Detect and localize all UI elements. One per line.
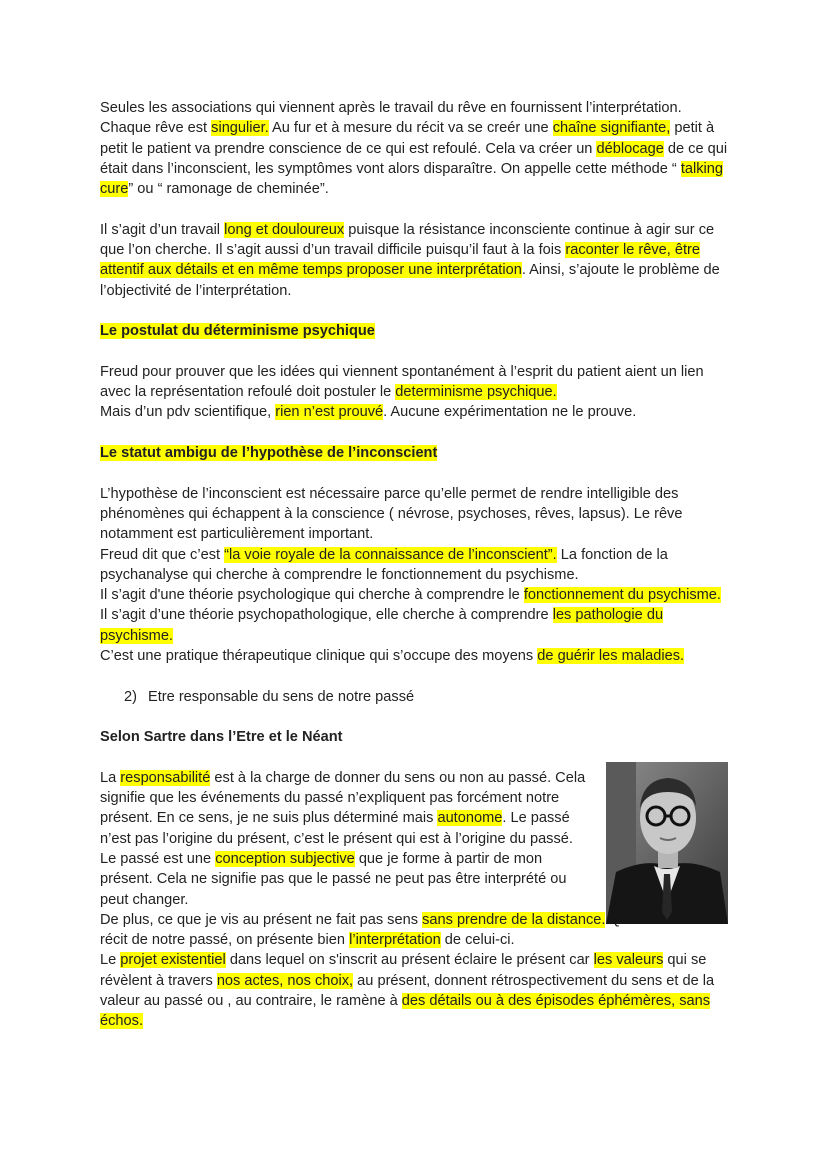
text-run: de ce qui était dans l’inconscient, les symptômes vont alors disparaître. On appelle cette méthode “ (100, 140, 728, 177)
text-run: est à la charge de donner du sens ou non au passé. Cela signifie que les événements du passé n’expliquent pas forcément notre présent. En ce sens, je ne suis plus déterminé mais (100, 769, 586, 827)
highlighted-text: chaîne signifiante, (552, 120, 671, 137)
text-run: au présent, donnent rétrospectivement du sens et de la valeur au passé ou , au contraire, le ramène à (100, 972, 715, 1010)
paragraph-pdv-scientifique (100, 402, 732, 422)
text-run: De plus, ce que je vis au présent ne fait pas sens (100, 911, 423, 928)
text-run: ” ou “ ramonage de cheminée”. (128, 181, 329, 198)
text-run: La (100, 769, 121, 786)
paragraph-associations (100, 98, 732, 199)
text-run: récit de notre passé, on présente bien (100, 932, 346, 949)
sartre-portrait-image (606, 762, 728, 924)
text-run: . Ainsi, s’ajoute le problème de l’objectivité de l’interprétation. (100, 262, 720, 299)
highlighted-text: autonome (437, 810, 503, 827)
text-run: petit à petit le patient va prendre conscience de ce qui est refoulé. Cela va créer un (100, 120, 715, 157)
heading-highlight: Le statut ambigu de l’hypothèse de l’inconscient (100, 445, 438, 462)
highlighted-text: nos actes, nos choix, (216, 972, 354, 989)
highlighted-text: les pathologie du psychisme. (100, 607, 664, 644)
text-run: C’est une pratique thérapeutique clinique qui s’occupe des moyens (100, 648, 538, 665)
paragraph-responsabilite (100, 768, 596, 849)
section-heading-statut (100, 443, 732, 463)
highlighted-text: déblocage (596, 140, 664, 157)
text-run: Freud dit que c’est (100, 546, 225, 563)
text-run: Il s’agit d'une théorie psychologique qui cherche à comprendre le (100, 587, 524, 604)
sartre-section (100, 768, 732, 1032)
text-run: . Le passé n’est pas l’origine du présent, c’est le présent qui est à l’origine du passé. (100, 810, 573, 847)
text-run: de celui-ci. (440, 932, 515, 949)
text-run: Au fur et à mesure du récit va se creér une (268, 120, 553, 137)
text-run: qui se révèlent à travers (100, 952, 707, 989)
highlighted-text: rien n’est prouvé (275, 404, 384, 421)
highlighted-text: singulier. (211, 120, 269, 137)
highlighted-text: raconter le rêve, être attentif aux détails et en même temps proposer une interprétation (100, 242, 701, 279)
text-run: La fonction de la psychanalyse qui cherche à comprendre le fonctionnement du psychisme. (100, 546, 668, 583)
text-run: que je forme à partir de mon présent. Cela ne signifie pas que le passé ne peut pas être interprété ou peut changer. (100, 850, 567, 908)
paragraph-theorie-psychologique (100, 585, 732, 605)
highlighted-text: projet existentiel (120, 952, 226, 969)
paragraph-voie-royale (100, 545, 732, 586)
numbered-list-item (124, 687, 732, 707)
highlighted-text: sans prendre de la distance. (422, 911, 606, 928)
highlighted-text: determinisme psychique. (395, 384, 557, 401)
list-number: 2) (124, 688, 137, 705)
section-heading-sartre: Selon Sartre dans l’Etre et le Néant (100, 729, 343, 746)
text-run: Mais d’un pdv scientifique, (100, 404, 276, 421)
paragraph-theorie-psychopathologique (100, 605, 732, 646)
highlighted-text: de guérir les maladies. (537, 648, 685, 665)
text-run: Freud pour prouver que les idées qui viennent spontanément à l’esprit du patient aient un lien avec la représentation refoulé doit postuler le (100, 363, 704, 401)
highlighted-text: “la voie royale de la connaissance de l’inconscient”. (224, 546, 557, 563)
highlighted-text: long et douloureux (224, 221, 345, 238)
highlighted-text: talking cure (100, 160, 723, 198)
text-run: L’hypothèse de l’inconscient est nécessaire parce qu’elle permet de rendre intelligible des phénomènes qui échappent à la conscience ( névrose, psychoses, rêves, lapsus). Le rêve notamment est particulièrement important. (100, 485, 683, 543)
highlighted-text: l’interprétation (349, 932, 441, 949)
paragraph-projet-existentiel (100, 950, 732, 1031)
highlighted-text: les valeurs (593, 952, 664, 969)
highlighted-text: fonctionnement du psychisme. (523, 587, 721, 604)
paragraph-conception-subjective (100, 849, 596, 910)
highlighted-text: des détails ou à des épisodes éphémères, sans échos. (100, 993, 711, 1030)
highlighted-text: conception subjective (215, 850, 355, 867)
text-run: Seules les associations qui viennent après le travail du rêve en fournissent l’interprétation. Chaque rêve est (100, 100, 682, 137)
paragraph-hypothese (100, 484, 732, 545)
highlighted-text: responsabilité (120, 769, 211, 786)
text-run: Le (100, 952, 121, 969)
paragraph-travail (100, 220, 732, 301)
paragraph-pratique-therapeutique (100, 646, 732, 666)
document-page (100, 98, 732, 1032)
list-item-text: Etre responsable du sens de notre passé (148, 688, 415, 705)
text-run: dans lequel on s'inscrit au présent éclaire le présent car (225, 952, 594, 969)
heading-highlight: Le postulat du déterminisme psychique (100, 323, 375, 340)
paragraph-freud-preuve (100, 362, 732, 403)
text-run: Il s’agit d’un travail (100, 221, 225, 238)
section-heading-determinisme (100, 321, 732, 341)
text-run: puisque la résistance inconsciente continue à agir sur ce que l’on cherche. Il s’agit aussi d’un travail difficile puisqu’il faut à la fois (100, 221, 715, 259)
text-run: . Aucune expérimentation ne le prouve. (383, 404, 637, 421)
text-run: Il s’agit d’une théorie psychopathologique, elle cherche à comprendre (100, 607, 553, 624)
text-run: Le passé est une (100, 850, 216, 867)
